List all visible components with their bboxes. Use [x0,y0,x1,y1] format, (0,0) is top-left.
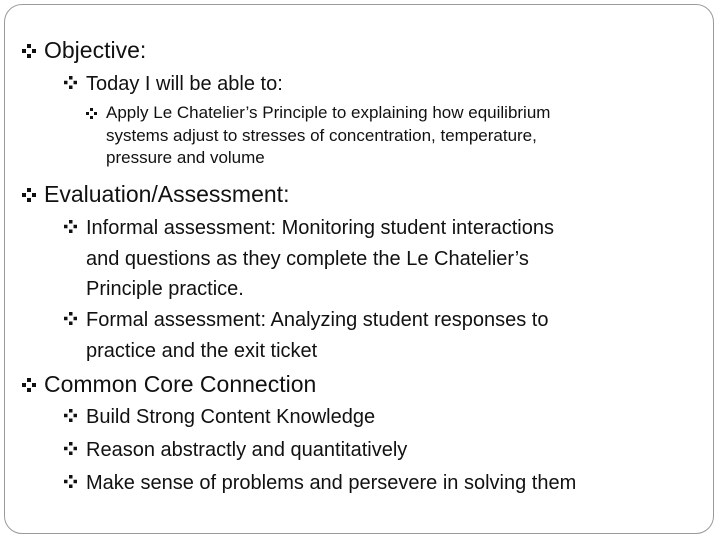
common-core-heading-row [22,370,316,398]
four-squares-bullet-icon [64,76,86,89]
common-core-item-row [64,468,576,499]
objective-heading: Objective: [44,37,147,63]
common-core-heading: Common Core Connection [44,371,317,397]
four-squares-bullet-icon [22,188,44,202]
informal-assessment-text: Informal assessment: Monitoring student interactions and questions as they complete the Le Chatelier’s Principle practice. [86,217,554,300]
common-core-item-text: Build Strong Content Knowledge [86,406,376,428]
informal-assessment-row [64,213,554,305]
four-squares-bullet-icon [64,442,86,455]
formal-assessment-row [64,305,548,366]
common-core-item-row [64,435,407,466]
four-squares-bullet-icon [64,409,86,422]
four-squares-bullet-icon [64,220,86,233]
objective-item-text: Today I will be able to: [86,73,283,95]
evaluation-heading-row [22,180,289,208]
common-core-item-row [64,402,375,433]
objective-subitem-row [86,102,550,170]
common-core-item-text: Make sense of problems and persevere in solving them [86,472,577,494]
four-squares-bullet-icon [22,378,44,392]
objective-heading-row [22,36,146,64]
four-squares-bullet-icon [22,44,44,58]
four-squares-bullet-icon [86,108,106,119]
objective-subitem-text: Apply Le Chatelier’s Principle to explaining how equilibrium systems adjust to stresses of concentration, temperature, pressure and volume [106,103,551,167]
four-squares-bullet-icon [64,475,86,488]
formal-assessment-text: Formal assessment: Analyzing student responses to practice and the exit ticket [86,309,549,362]
objective-item-row [64,69,283,100]
evaluation-heading: Evaluation/Assessment: [44,181,290,207]
four-squares-bullet-icon [64,312,86,325]
common-core-item-text: Reason abstractly and quantitatively [86,439,408,461]
